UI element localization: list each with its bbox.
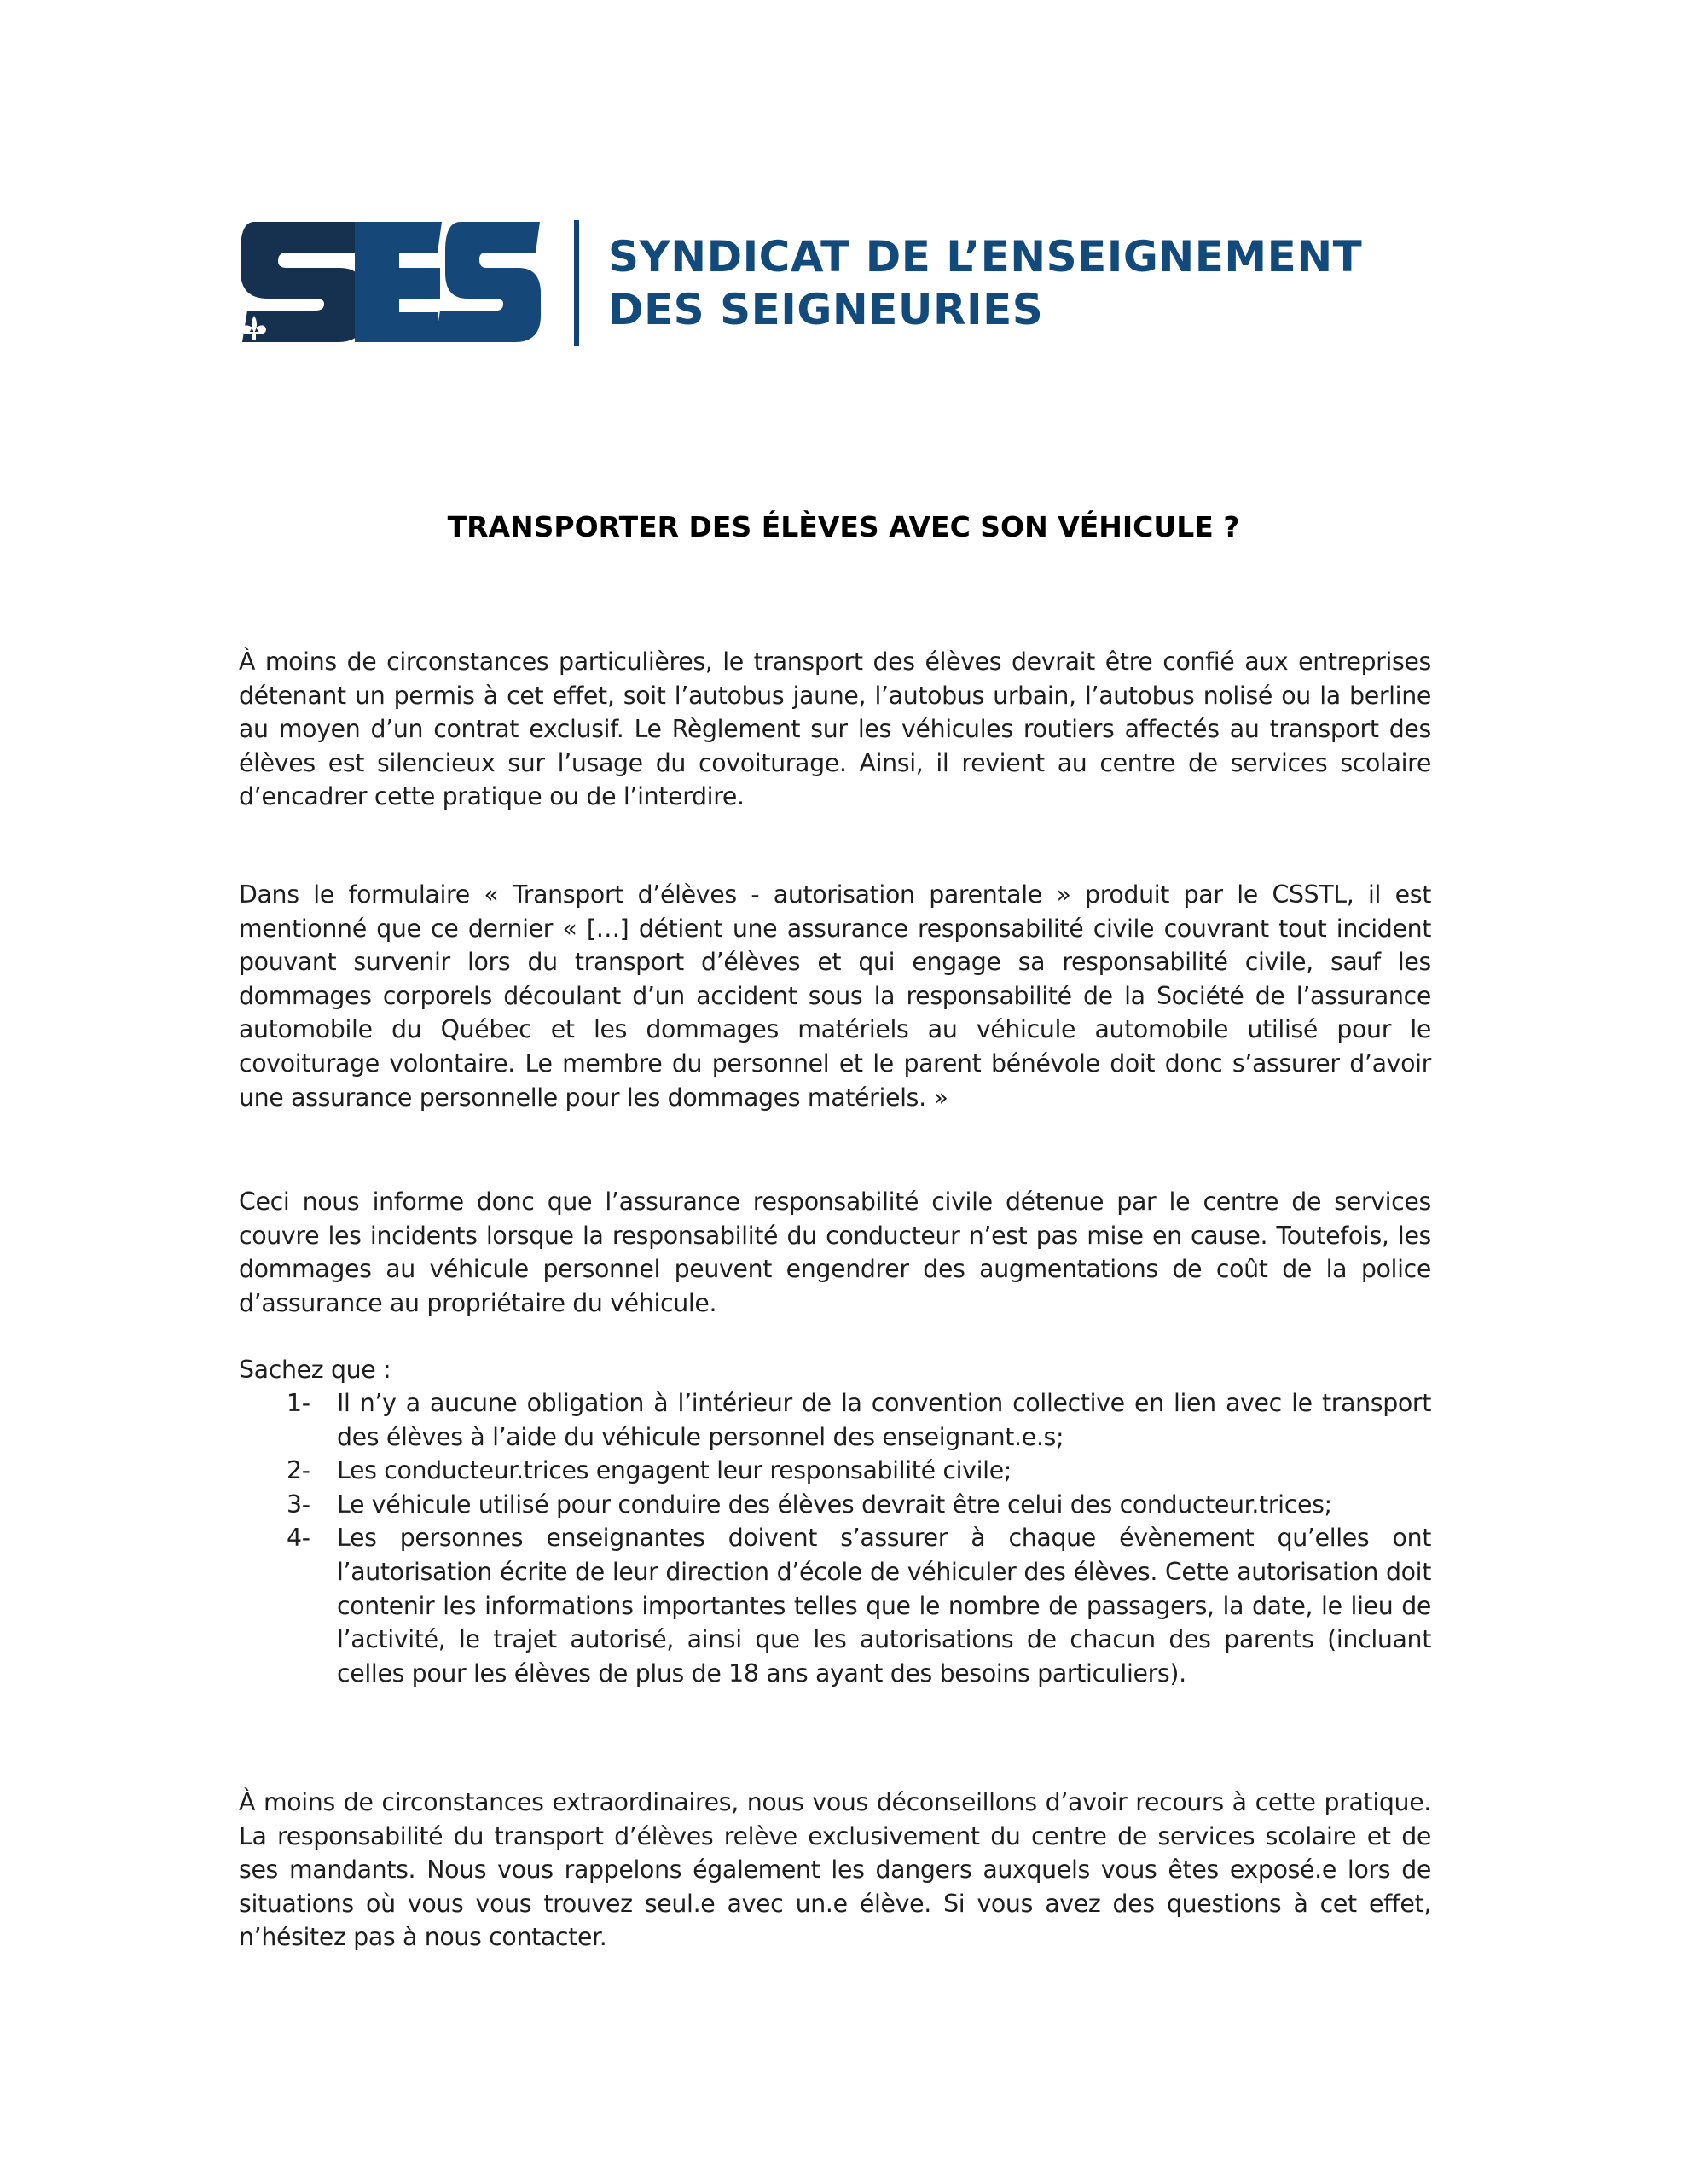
- lead-text: Sachez que :: [239, 1356, 391, 1384]
- list-item-text: Les personnes enseignantes doivent s’assurer à chaque évènement qu’elles ont l’autorisation écrite de leur direction d’école de véhiculer des élèves. Cette autorisation doit contenir les informations importantes telles que le nombre de passagers, la date, le lieu de l’activité, le trajet autorisé, ainsi que les autorisations de chacun des parents (incluant celles pour les élèves de plus de 18 ans ayant des besoins particuliers).: [337, 1524, 1431, 1687]
- list-item: [239, 1488, 1431, 1522]
- paragraph-text: À moins de circonstances particulières, le transport des élèves devrait être confié aux entreprises détenant un permis à cet effet, soit l’autobus jaune, l’autobus urbain, l’autobus nolisé ou la berline au moyen d’un contrat exclusif. Le Règlement sur les véhicules routiers affectés au transport des élèves est silencieux sur l’usage du covoiturage. Ainsi, il revient au centre de services scolaire d’encadrer cette pratique ou de l’interdire.: [239, 648, 1431, 811]
- list-item-text: Les conducteur.trices engagent leur responsabilité civile;: [337, 1456, 1012, 1485]
- paragraph-insurance: [239, 1185, 1431, 1320]
- paragraph-intro: [239, 645, 1431, 814]
- list-lead-in: [239, 1353, 1431, 1387]
- list-item-number: 4-: [287, 1524, 310, 1553]
- list-item-number: 2-: [287, 1456, 310, 1485]
- paragraph-conclusion: [239, 1786, 1431, 1955]
- list-item-number: 3-: [287, 1490, 310, 1519]
- list-item: [239, 1521, 1431, 1690]
- ses-logo-mark-icon: [237, 220, 544, 344]
- paragraph-form-quote: [239, 878, 1431, 1114]
- logo-divider: [574, 220, 579, 346]
- organization-name-line2: DES SEIGNEURIES: [608, 285, 1044, 334]
- organization-name-line1: SYNDICAT DE L’ENSEIGNEMENT: [608, 232, 1363, 282]
- paragraph-text: À moins de circonstances extraordinaires, nous vous déconseillons d’avoir recours à cette pratique. La responsabilité du transport d’élèves relève exclusivement du centre de services scolaire et de ses mandants. Nous vous rappelons également les dangers auxquels vous êtes exposé.e lors de situations où vous vous trouvez seul.e avec un.e élève. Si vous avez des questions à cet effet, n’hésitez pas à nous contacter.: [239, 1788, 1431, 1952]
- list-item: [239, 1386, 1431, 1454]
- organization-logo: [237, 220, 1431, 348]
- list-item-text: Le véhicule utilisé pour conduire des élèves devrait être celui des conducteur.trices;: [337, 1490, 1332, 1519]
- list-item-text: Il n’y a aucune obligation à l’intérieur de la convention collective en lien avec le transport des élèves à l’aide du véhicule personnel des enseignant.e.s;: [337, 1389, 1431, 1451]
- list-item-number: 1-: [287, 1389, 310, 1417]
- numbered-list: [239, 1386, 1431, 1690]
- paragraph-text: Ceci nous informe donc que l’assurance responsabilité civile détenue par le centre de services couvre les incidents lorsque la responsabilité du conducteur n’est pas mise en cause. Toutefois, les dommages au véhicule personnel peuvent engendrer des augmentations de coût de la police d’assurance au propriétaire du véhicule.: [239, 1188, 1431, 1317]
- list-item: [239, 1454, 1431, 1488]
- document-title: TRANSPORTER DES ÉLÈVES AVEC SON VÉHICULE ?: [447, 510, 1240, 543]
- organization-name: [608, 230, 1362, 336]
- paragraph-text: Dans le formulaire « Transport d’élèves - autorisation parentale » produit par le CSSTL, il est mentionné que ce dernier « […] détient une assurance responsabilité civile couvrant tout incident pouvant survenir lors du transport d’élèves et qui engage sa responsabilité civile, sauf les dommages corporels découlant d’un accident sous la responsabilité de la Société de l’assurance automobile du Québec et les dommages matériels au véhicule automobile utilisé pour le covoiturage volontaire. Le membre du personnel et le parent bénévole doit donc s’assurer d’avoir une assurance personnelle pour les dommages matériels. »: [239, 880, 1431, 1112]
